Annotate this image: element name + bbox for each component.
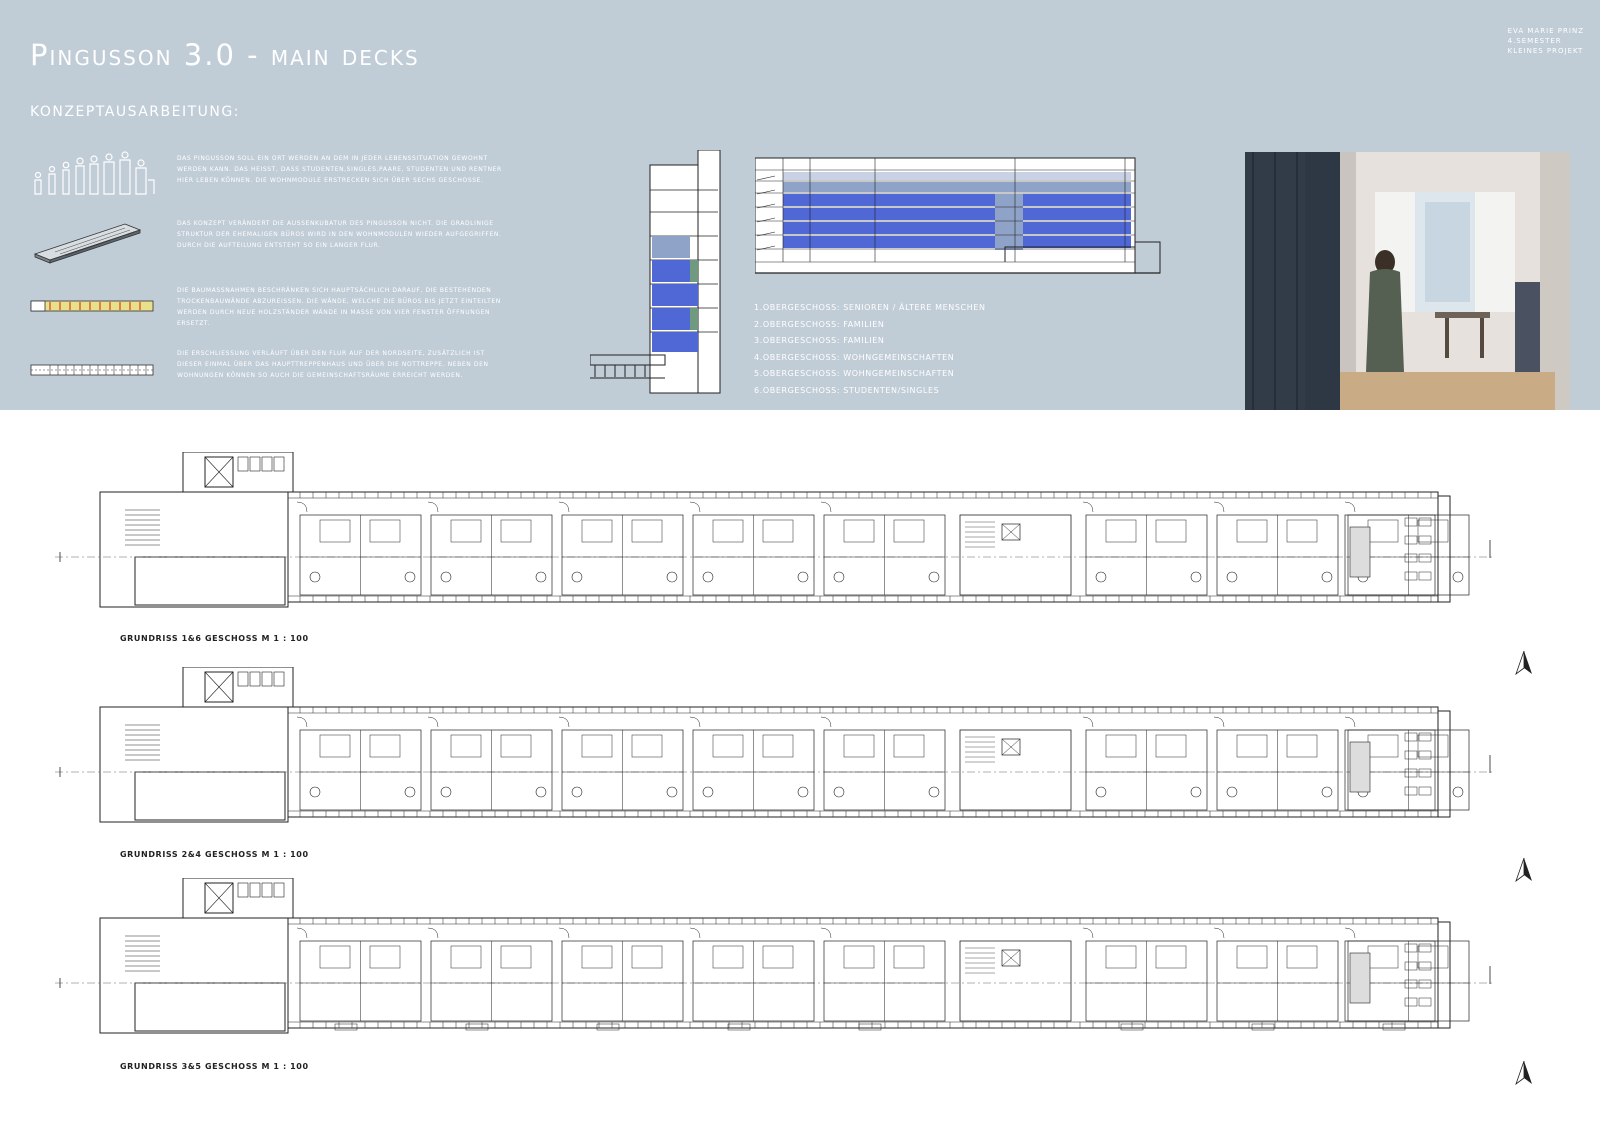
legend-item: 3.OBERGESCHOSS: FAMILIEN: [754, 336, 885, 345]
floor-plan-1-6: [55, 452, 1535, 632]
longitudinal-section-drawing: [755, 150, 1165, 285]
people-silhouettes-icon: [30, 150, 160, 196]
plan-caption-1-6: GRUNDRISS 1&6 GESCHOSS M 1 : 100: [120, 634, 309, 643]
north-arrow-icon: [1512, 1060, 1536, 1086]
floor-plan-drawing: [55, 452, 1495, 607]
floor-plan-drawing: [55, 667, 1495, 822]
cross-section-drawing: [590, 150, 730, 395]
floorplan-highlight-icon: [30, 298, 155, 314]
plan-caption-2-4: GRUNDRISS 2&4 GESCHOSS M 1 : 100: [120, 850, 309, 859]
legend-item: 2.OBERGESCHOSS: FAMILIEN: [754, 319, 885, 329]
interior-rendering: [1245, 152, 1570, 410]
concept-paragraph-3: DIE BAUMASSNAHMEN BESCHRÄNKEN SICH HAUPTSÄCHLICH DARAUF, DIE BESTEHENDEN TROCKENBAUWÄNDE ABZUREISSEN. DIE WÄNDE, WELCHE DIE BÜROS BIS JETZT EINTEILTEN WERDEN DURCH NEUE HOLZSTÄNDER WÄNDE IN MASSE VON VIER FENSTER ÖFFNUNGEN ERSETZT.: [177, 287, 501, 327]
author-name: EVA MARIE PRINZ: [1507, 27, 1584, 35]
building-axonometry-icon: [30, 214, 145, 264]
author-semester: 4.SEMESTER: [1507, 37, 1562, 45]
floor-plan-2-4: [55, 667, 1535, 847]
author-project: KLEINES PROJEKT: [1507, 47, 1584, 55]
floor-plan-3-5: [55, 878, 1535, 1058]
section-legend: [754, 300, 986, 399]
header-panel: [0, 0, 1600, 410]
legend-item: 4.OBERGESCHOSS: WOHNGEMEINSCHAFTEN: [754, 352, 955, 362]
concept-subtitle: KONZEPTAUSARBEITUNG:: [30, 104, 240, 120]
page-title: Pingusson 3.0 - main decks: [30, 38, 420, 72]
legend-item: 5.OBERGESCHOSS: WOHNGEMEINSCHAFTEN: [754, 369, 955, 378]
concept-paragraph-1: DAS PINGUSSON SOLL EIN ORT WERDEN AN DEM IN JEDER LEBENSSITUATION GEWOHNT WERDEN KANN. DAS HEISST, DASS STUDENTEN,SINGLES,PAARE, STUDENTEN UND RENTNER HIER LEBEN KÖNNEN. DIE WOHNMODULE ERSTRECKEN SICH ÜBER SECHS GESCHOSSE.: [177, 155, 502, 184]
legend-item: 6.OBERGESCHOSS: STUDENTEN/SINGLES: [754, 385, 940, 395]
plan-caption-3-5: GRUNDRISS 3&5 GESCHOSS M 1 : 100: [120, 1062, 309, 1071]
legend-item: 1.OBERGESCHOSS: SENIOREN / ÄLTERE MENSCHEN: [754, 303, 986, 312]
concept-paragraph-2: DAS KONZEPT VERÄNDERT DIE AUSSENKUBATUR DES PINGUSSON NICHT. DIE GRADLINIGE STRUKTUR DER EHEMALIGEN BÜROS WIRD IN DEN WOHNMODULEN WIEDER AUFGEGRIFFEN. DURCH DIE AUFTEILUNG ENTSTEHT SO EIN LANGER FLUR.: [177, 220, 502, 249]
concept-paragraph-4: DIE ERSCHLIESSUNG VERLÄUFT ÜBER DEN FLUR AUF DER NORDSEITE, ZUSÄTZLICH IST DIESER EINMAL ÜBER DAS HAUPTTREPPENHAUS UND ÜBER DIE NOTTREPPE. NEBEN DEN WOHNUNGEN KÖNNEN SO AUCH DIE GEMEINSCHAFTSRÄUME ERREICHT WERDEN.: [177, 350, 489, 379]
author-block: [1508, 26, 1584, 56]
floorplan-circulation-icon: [30, 363, 155, 377]
floor-plan-drawing: [55, 878, 1495, 1033]
